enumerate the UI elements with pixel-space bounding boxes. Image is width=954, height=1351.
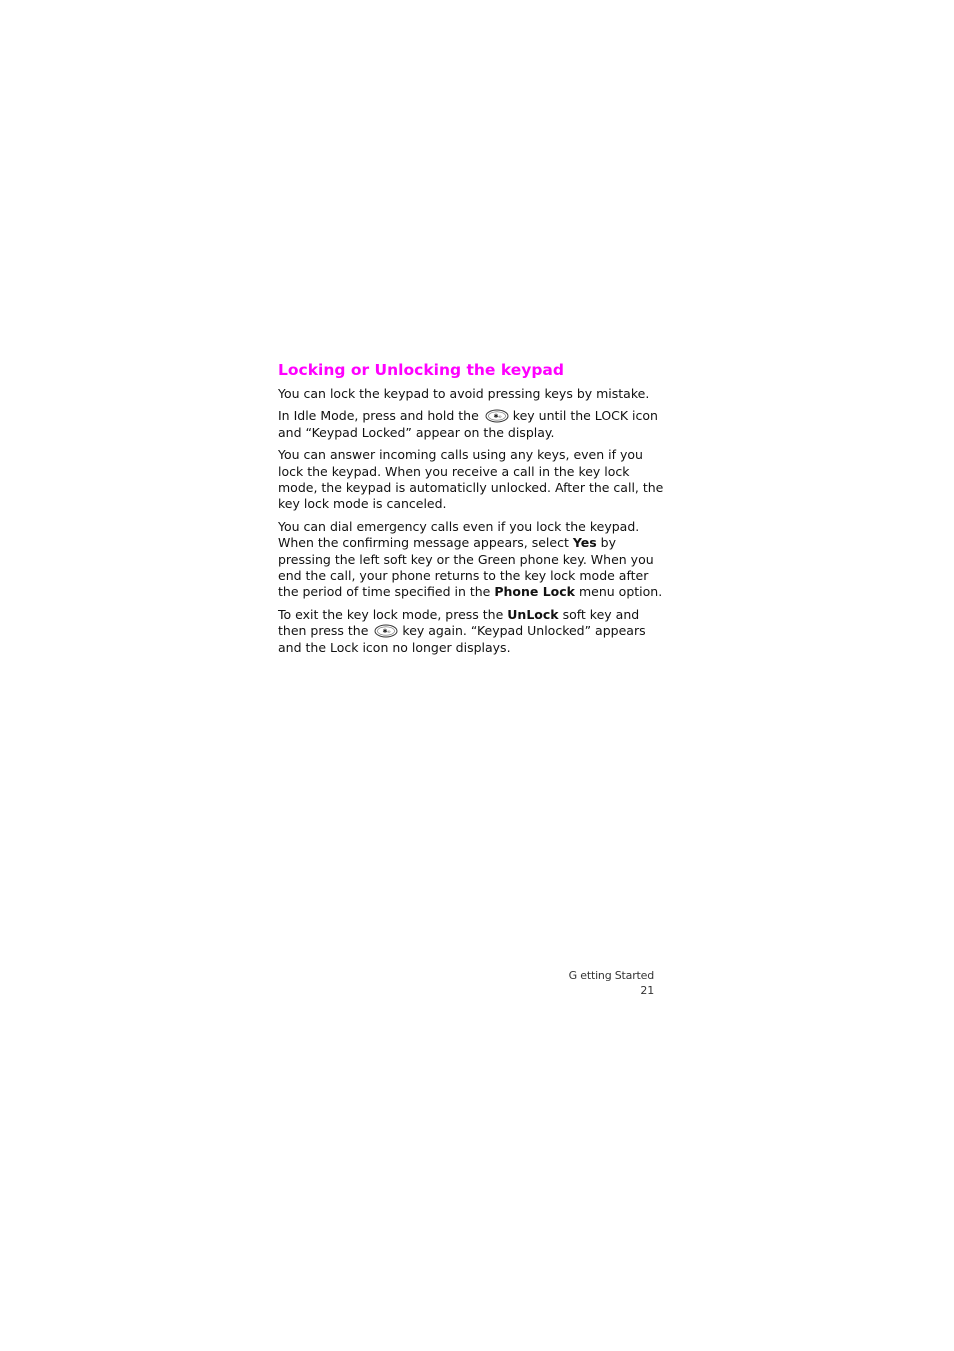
bold-term-phone-lock: Phone Lock [494,584,575,600]
paragraph-incoming-calls: You can answer incoming calls using any keys, even if you lock the keypad. When you receive a call in the key lock mode, the keypad is automaticlly unlocked. After the call, the key lock mode is canceled. [278,447,664,512]
text-segment: To exit the key lock mode, press the [278,606,504,622]
star-key-icon [374,624,398,638]
svg-text:∞: ∞ [387,630,392,636]
text-segment: by pressing the left soft key or the Green phone key. When you end the call, your phone returns to the key lock mode after the period of time specified in the [278,535,654,600]
paragraph-lock-instructions [278,408,670,441]
paragraph-unlock-instructions [278,607,670,656]
svg-text:✱: ✱ [493,413,499,421]
text-segment: key again. “Keypad Unlocked” appears and the Lock icon no longer displays. [278,623,646,655]
star-key-icon [485,409,509,423]
paragraph-emergency-calls [278,519,670,601]
text-segment: In Idle Mode, press and hold the [278,408,479,424]
document-body [278,360,670,662]
text-segment: soft key and then press the [278,606,640,639]
page-footer [540,968,654,998]
section-heading: Locking or Unlocking the keypad [278,361,564,379]
text-segment: You can dial emergency calls even if you lock the keypad. When the confirming message appears, select [278,518,640,551]
bold-term-unlock: UnLock [507,606,559,622]
text-segment: key until the LOCK icon and “Keypad Locked” appear on the display. [278,408,658,440]
paragraph-intro: You can lock the keypad to avoid pressing keys by mistake. [278,386,650,401]
page-number: 21 [640,984,654,997]
svg-text:∞: ∞ [497,415,502,421]
svg-text:✱: ✱ [382,628,388,636]
footer-section-name: G etting Started [568,969,654,982]
text-segment: menu option. [578,584,663,600]
bold-term-yes: Yes [572,535,597,551]
